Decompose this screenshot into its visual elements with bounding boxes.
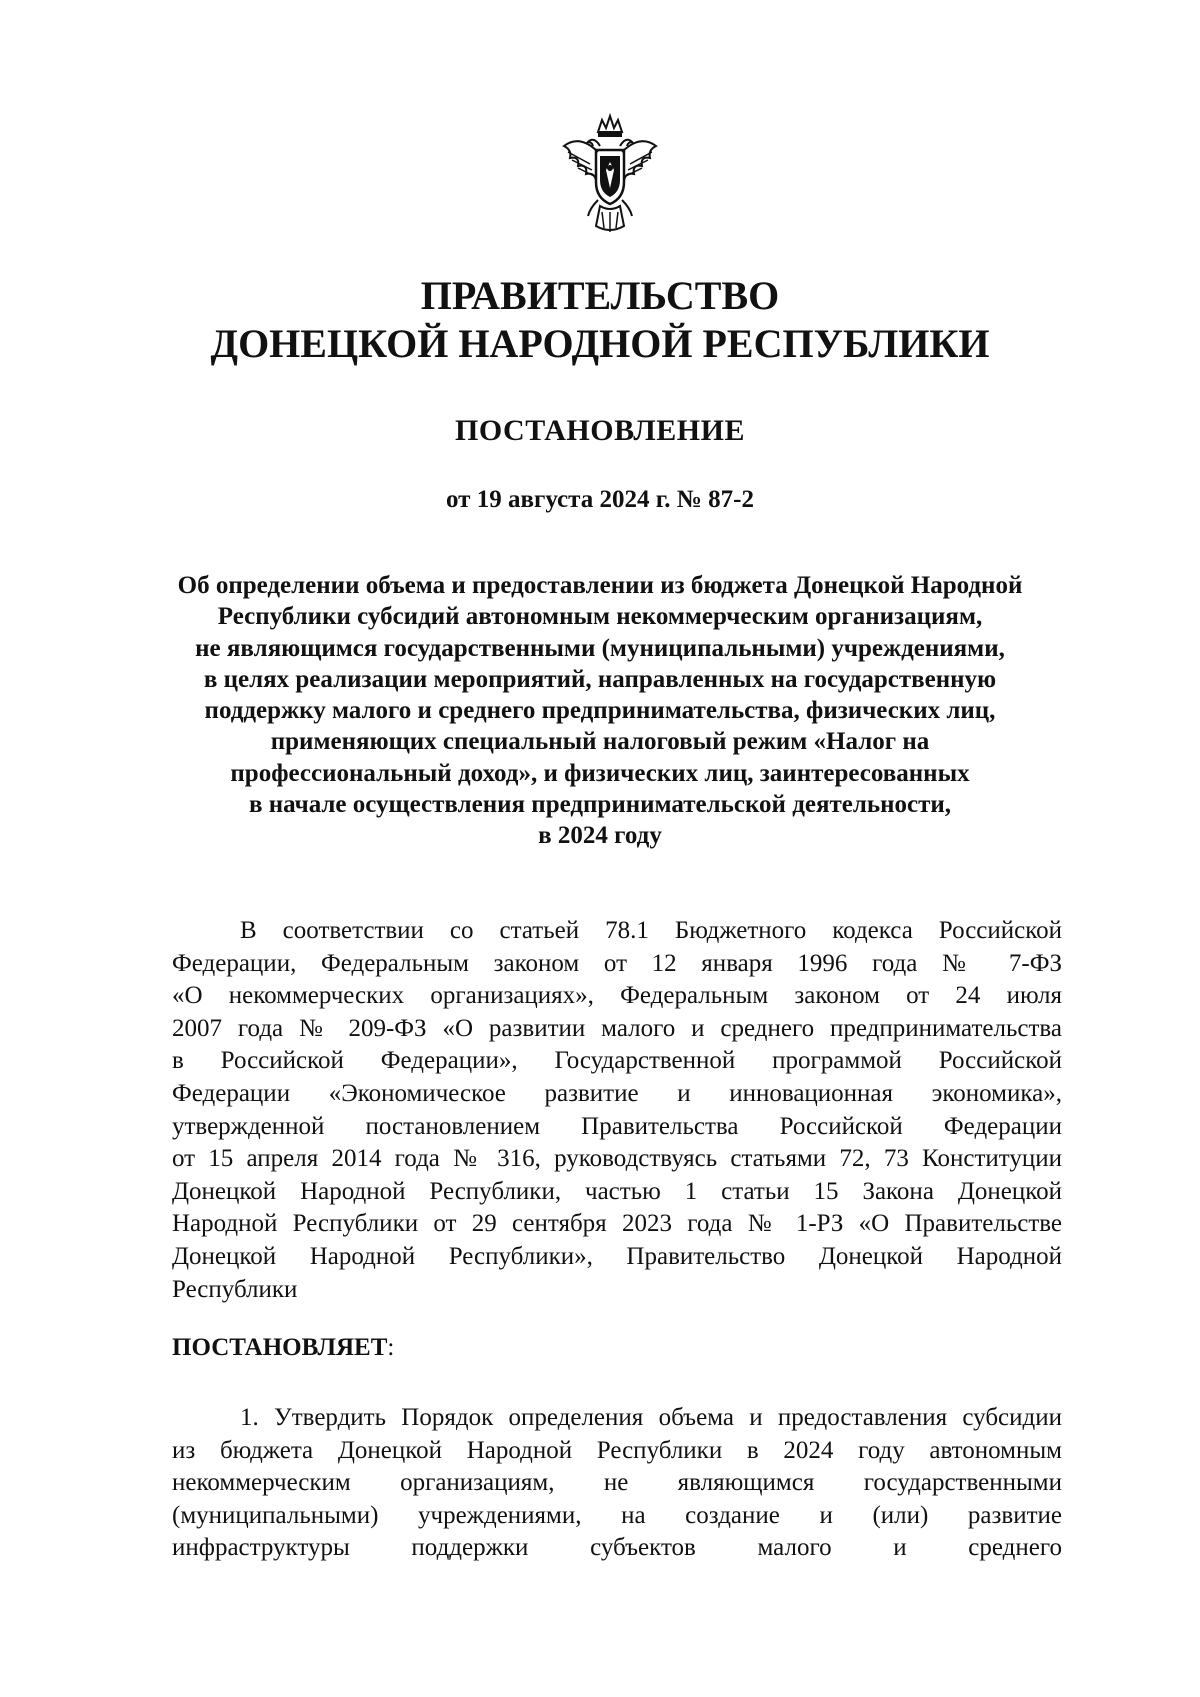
resolution-title bbox=[150, 570, 1050, 852]
preamble-line: Донецкой Народной Республики, частью 1 статьи 15 Закона Донецкой bbox=[172, 1177, 1062, 1205]
document-type: ПОСТАНОВЛЕНИЕ bbox=[455, 414, 745, 447]
item-1-line: (муниципальными) учреждениями, на создание и (или) развитие bbox=[172, 1501, 1062, 1529]
preamble-line: от 15 апреля 2014 года № 316, руководствуясь статьями 72, 73 Конституции bbox=[172, 1145, 1062, 1173]
preamble-paragraph bbox=[172, 915, 1062, 1306]
preamble-line: 2007 года № 209-ФЗ «О развитии малого и среднего предпринимательства bbox=[172, 1014, 1062, 1042]
preamble-line: Донецкой Народной Республики», Правительство Донецкой Народной bbox=[172, 1242, 1062, 1270]
preamble-line: в Российской Федерации», Государственной программой Российской bbox=[172, 1047, 1062, 1075]
preamble-line: В соответствии со статьей 78.1 Бюджетного кодекса Российской bbox=[240, 917, 1062, 944]
title-line: профессиональный доход», и физических лиц, заинтересованных bbox=[230, 759, 970, 787]
title-line: не являющимся государственными (муниципальными) учреждениями, bbox=[195, 634, 1005, 662]
document-date-number: от 19 августа 2024 г. № 87-2 bbox=[446, 486, 754, 513]
coat-of-arms-emblem bbox=[560, 112, 660, 246]
item-1-line: 1. Утвердить Порядок определения объема и предоставления субсидии bbox=[240, 1404, 1062, 1431]
title-line: в начале осуществления предпринимательской деятельности, bbox=[248, 791, 952, 819]
preamble-line: Народной Республики от 29 сентября 2023 года № 1-РЗ «О Правительстве bbox=[172, 1210, 1062, 1238]
title-line: поддержку малого и среднего предпринимательства, физических лиц, bbox=[204, 697, 996, 725]
item-1-line: некоммерческим организациям, не являющимся государственными bbox=[172, 1469, 1062, 1497]
title-line: Об определении объема и предоставлении из бюджета Донецкой Народной bbox=[177, 572, 1023, 599]
government-title-line1: ПРАВИТЕЛЬСТВО bbox=[420, 273, 780, 318]
title-line: в 2024 году bbox=[538, 822, 662, 850]
government-title-line2: ДОНЕЦКОЙ НАРОДНОЙ РЕСПУБЛИКИ bbox=[210, 321, 990, 366]
preamble-line: «О некоммерческих организациях», Федеральным законом от 24 июля bbox=[172, 982, 1062, 1010]
title-line: Республики субсидий автономным некоммерческим организациям, bbox=[217, 603, 983, 631]
preamble-line: утвержденной постановлением Правительства Российской Федерации bbox=[172, 1112, 1062, 1140]
resolves-colon: : bbox=[387, 1334, 395, 1361]
item-1-line: инфраструктуры поддержки субъектов малого и среднего bbox=[172, 1534, 1062, 1562]
preamble-line: Федерации «Экономическое развитие и инновационная экономика», bbox=[172, 1079, 1062, 1107]
item-1-line: из бюджета Донецкой Народной Республики в 2024 году автономным bbox=[172, 1436, 1062, 1464]
preamble-line: Республики bbox=[172, 1275, 298, 1303]
resolves-word: ПОСТАНОВЛЯЕТ bbox=[172, 1334, 388, 1361]
title-line: применяющих специальный налоговый режим «Налог на bbox=[270, 728, 930, 756]
title-line: в целях реализации мероприятий, направленных на государственную bbox=[203, 665, 997, 693]
coat-of-arms-eagle-icon bbox=[560, 112, 660, 246]
preamble-line: Федерации, Федеральным законом от 12 января 1996 года № 7-ФЗ bbox=[172, 949, 1062, 977]
resolves-heading bbox=[172, 1332, 394, 1364]
item-1-paragraph bbox=[172, 1402, 1062, 1565]
